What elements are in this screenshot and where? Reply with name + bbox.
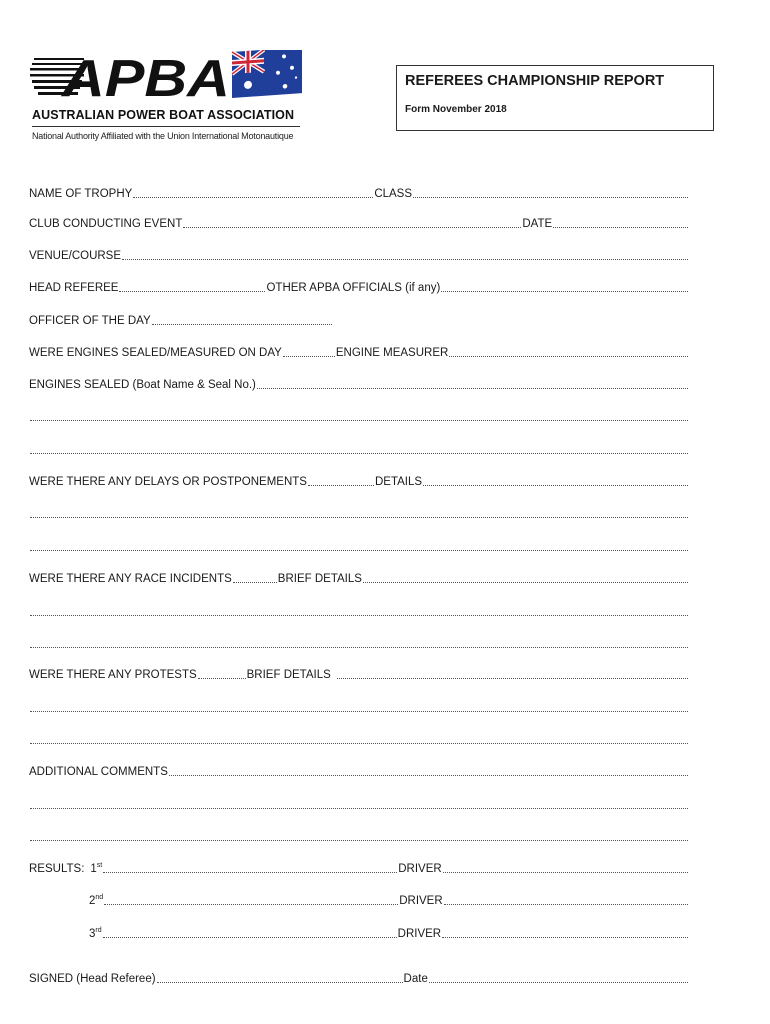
signed-date-field[interactable]	[429, 981, 688, 983]
form-date: Form November 2018	[405, 104, 507, 115]
result-first-row	[29, 861, 689, 875]
place-number: 3	[89, 928, 96, 940]
driver-label: DRIVER	[399, 895, 443, 907]
engine-measurer-field[interactable]	[449, 355, 688, 357]
engines-seal-label: ENGINES SEALED (Boat Name & Seal No.)	[29, 379, 256, 391]
organization-subtitle: National Authority Affiliated with the Union International Motonautique	[32, 131, 294, 141]
engines-seal-numbers-row	[29, 377, 689, 391]
comments-field[interactable]	[169, 774, 688, 776]
club-label: CLUB CONDUCTING EVENT	[29, 218, 183, 230]
protests-label: WERE THERE ANY PROTESTS	[29, 669, 197, 681]
engine-measurer-label: ENGINE MEASURER	[335, 347, 449, 359]
signature-field[interactable]	[157, 981, 403, 983]
head-referee-field[interactable]	[119, 290, 265, 292]
driver-label: DRIVER	[397, 928, 442, 940]
head-referee-row	[29, 280, 689, 294]
first-place-field[interactable]	[103, 871, 397, 873]
blank-line	[29, 539, 689, 553]
class-label: CLASS	[374, 188, 413, 200]
place-suffix: st	[96, 862, 103, 870]
other-officials-label: OTHER APBA OFFICIALS (if any)	[266, 282, 441, 294]
result-second-row	[29, 893, 689, 907]
engines-seal-field[interactable]	[257, 387, 688, 389]
signed-row	[29, 971, 689, 985]
blank-line	[29, 442, 689, 456]
form-title-box	[396, 65, 714, 131]
date-label: DATE	[522, 218, 553, 230]
blank-field[interactable]	[30, 419, 688, 421]
blank-field[interactable]	[30, 839, 688, 841]
club-row	[29, 216, 689, 230]
blank-field[interactable]	[30, 646, 688, 648]
apba-logo	[30, 50, 320, 150]
class-field[interactable]	[413, 196, 688, 198]
venue-label: VENUE/COURSE	[29, 250, 122, 262]
engines-sealed-row	[29, 345, 689, 359]
other-officials-field[interactable]	[441, 290, 688, 292]
comments-label: ADDITIONAL COMMENTS	[29, 766, 168, 778]
second-place-field[interactable]	[104, 903, 398, 905]
blank-line	[29, 409, 689, 423]
place-number: 2	[89, 895, 96, 907]
results-label: RESULTS:	[29, 863, 85, 875]
head-referee-label: HEAD REFEREE	[29, 282, 119, 294]
engines-sealed-question: WERE ENGINES SEALED/MEASURED ON DAY	[29, 347, 282, 359]
place-suffix: nd	[95, 894, 104, 902]
trophy-field[interactable]	[133, 196, 373, 198]
place-third	[89, 928, 102, 940]
first-driver-field[interactable]	[443, 871, 688, 873]
place-suffix: rd	[95, 927, 102, 935]
details-label: DETAILS	[374, 476, 423, 488]
blank-field[interactable]	[30, 549, 688, 551]
comments-row	[29, 764, 689, 778]
blank-field[interactable]	[30, 516, 688, 518]
blank-line	[29, 506, 689, 520]
officer-row	[29, 313, 689, 327]
officer-label: OFFICER OF THE DAY	[29, 315, 151, 327]
form-title: REFEREES CHAMPIONSHIP REPORT	[405, 73, 665, 89]
blank-field[interactable]	[30, 742, 688, 744]
place-number: 1	[90, 863, 97, 875]
logo-text: APBA	[59, 50, 230, 108]
blank-field[interactable]	[30, 807, 688, 809]
delays-label: WERE THERE ANY DELAYS OR POSTPONEMENTS	[29, 476, 307, 488]
blank-line	[29, 700, 689, 714]
brief-details-field[interactable]	[363, 581, 688, 583]
brief-details-label: BRIEF DETAILS	[246, 669, 331, 681]
result-third-row	[29, 926, 689, 940]
place-second	[89, 895, 103, 907]
trophy-row	[29, 186, 689, 200]
blank-field[interactable]	[30, 710, 688, 712]
signed-date-label: Date	[403, 973, 428, 985]
signed-label: SIGNED (Head Referee)	[29, 973, 156, 985]
officer-field[interactable]	[152, 323, 332, 325]
third-driver-field[interactable]	[442, 936, 688, 938]
delays-answer[interactable]	[308, 484, 374, 486]
brief-details-label: BRIEF DETAILS	[277, 573, 362, 585]
apba-logo-graphic	[30, 50, 320, 110]
protests-row	[29, 667, 689, 681]
incidents-row	[29, 571, 689, 585]
brief-details-field[interactable]	[337, 677, 688, 679]
blank-line	[29, 829, 689, 843]
club-field[interactable]	[183, 226, 521, 228]
blank-line	[29, 797, 689, 811]
second-driver-field[interactable]	[444, 903, 688, 905]
place-first	[90, 863, 102, 875]
blank-line	[29, 604, 689, 618]
incidents-answer[interactable]	[233, 581, 277, 583]
delays-row	[29, 474, 689, 488]
protests-answer[interactable]	[198, 677, 246, 679]
details-field[interactable]	[423, 484, 688, 486]
incidents-label: WERE THERE ANY RACE INCIDENTS	[29, 573, 232, 585]
australian-flag-icon	[232, 50, 302, 98]
venue-field[interactable]	[122, 258, 688, 260]
driver-label: DRIVER	[398, 863, 442, 875]
blank-line	[29, 636, 689, 650]
blank-field[interactable]	[30, 452, 688, 454]
blank-line	[29, 732, 689, 746]
venue-row	[29, 248, 689, 262]
trophy-label: NAME OF TROPHY	[29, 188, 133, 200]
blank-field[interactable]	[30, 614, 688, 616]
divider	[32, 126, 300, 127]
date-field[interactable]	[553, 226, 688, 228]
engines-sealed-answer[interactable]	[283, 355, 335, 357]
organization-name: AUSTRALIAN POWER BOAT ASSOCIATION	[32, 108, 295, 122]
third-place-field[interactable]	[103, 936, 397, 938]
